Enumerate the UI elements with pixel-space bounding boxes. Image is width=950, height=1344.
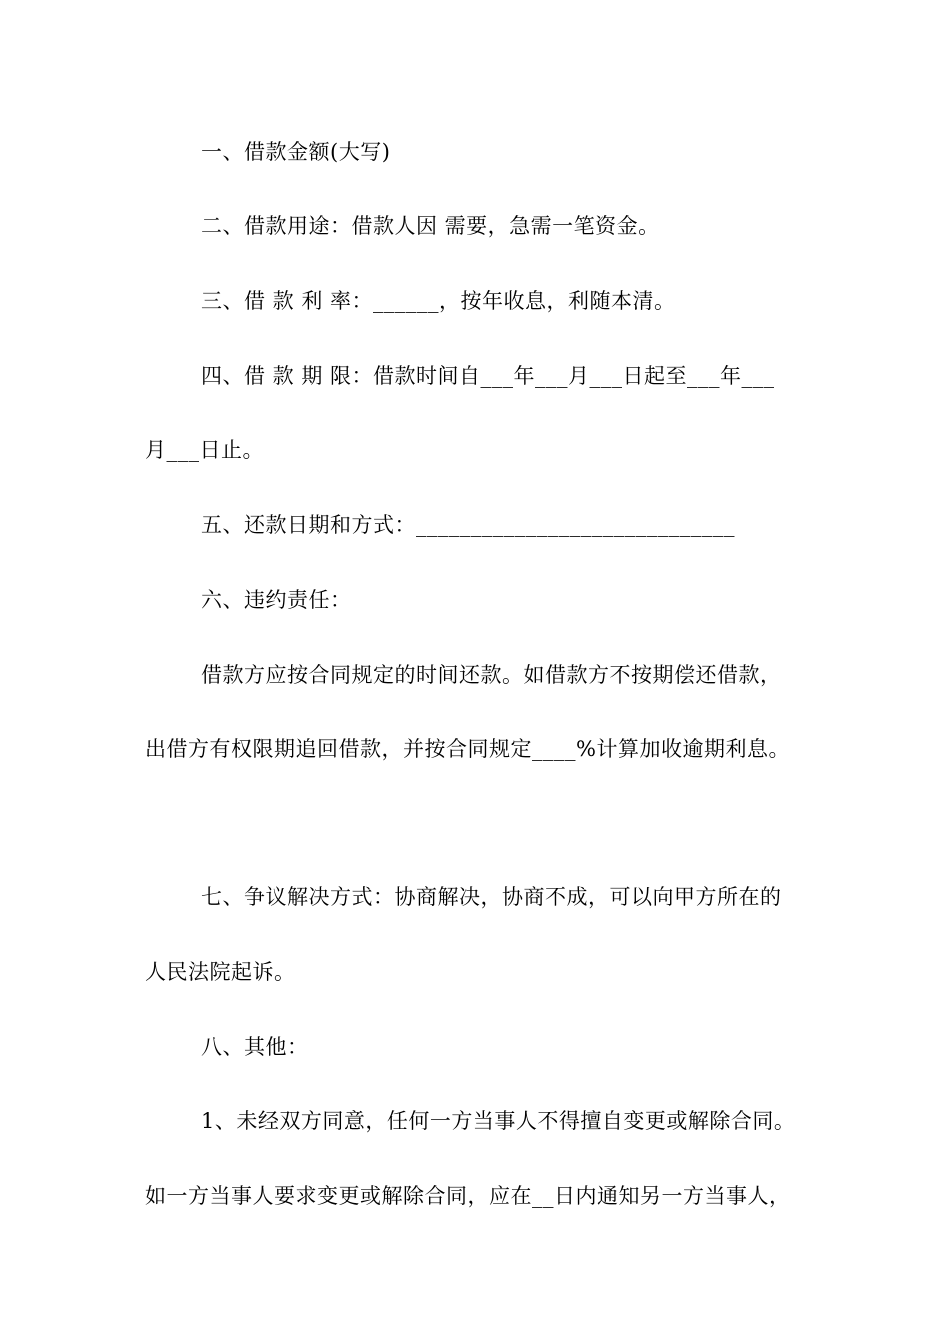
clause-interest-rate: 三、借 款 利 率：______，按年收息，利随本清。	[201, 289, 676, 313]
clause-dispute-continued: 人民法院起诉。	[145, 960, 296, 984]
clause-liability-text: 借款方应按合同规定的时间还款。如借款方不按期偿还借款，	[201, 663, 782, 687]
clause-dispute: 七、争议解决方式：协商解决，协商不成，可以向甲方所在的	[201, 885, 782, 909]
clause-other-item-1: 1、未经双方同意，任何一方当事人不得擅自变更或解除合同。	[201, 1109, 796, 1133]
clause-other-heading: 八、其他：	[201, 1035, 309, 1059]
clause-loan-purpose: 二、借款用途：借款人因 需要，急需一笔资金。	[201, 214, 660, 238]
clause-repayment: 五、还款日期和方式：_____________________________	[201, 513, 735, 537]
clause-loan-amount: 一、借款金额(大写)	[201, 140, 391, 164]
clause-other-item-1-continued: 如一方当事人要求变更或解除合同，应在__日内通知另一方当事人，	[145, 1184, 791, 1208]
clause-liability-heading: 六、违约责任：	[201, 588, 352, 612]
clause-loan-term-continued: 月___日止。	[145, 438, 264, 462]
clause-liability-text-continued: 出借方有权限期追回借款，并按合同规定____%计算加收逾期利息。	[145, 737, 790, 761]
clause-loan-term: 四、借 款 期 限：借款时间自___年___月___日起至___年___	[201, 364, 775, 388]
